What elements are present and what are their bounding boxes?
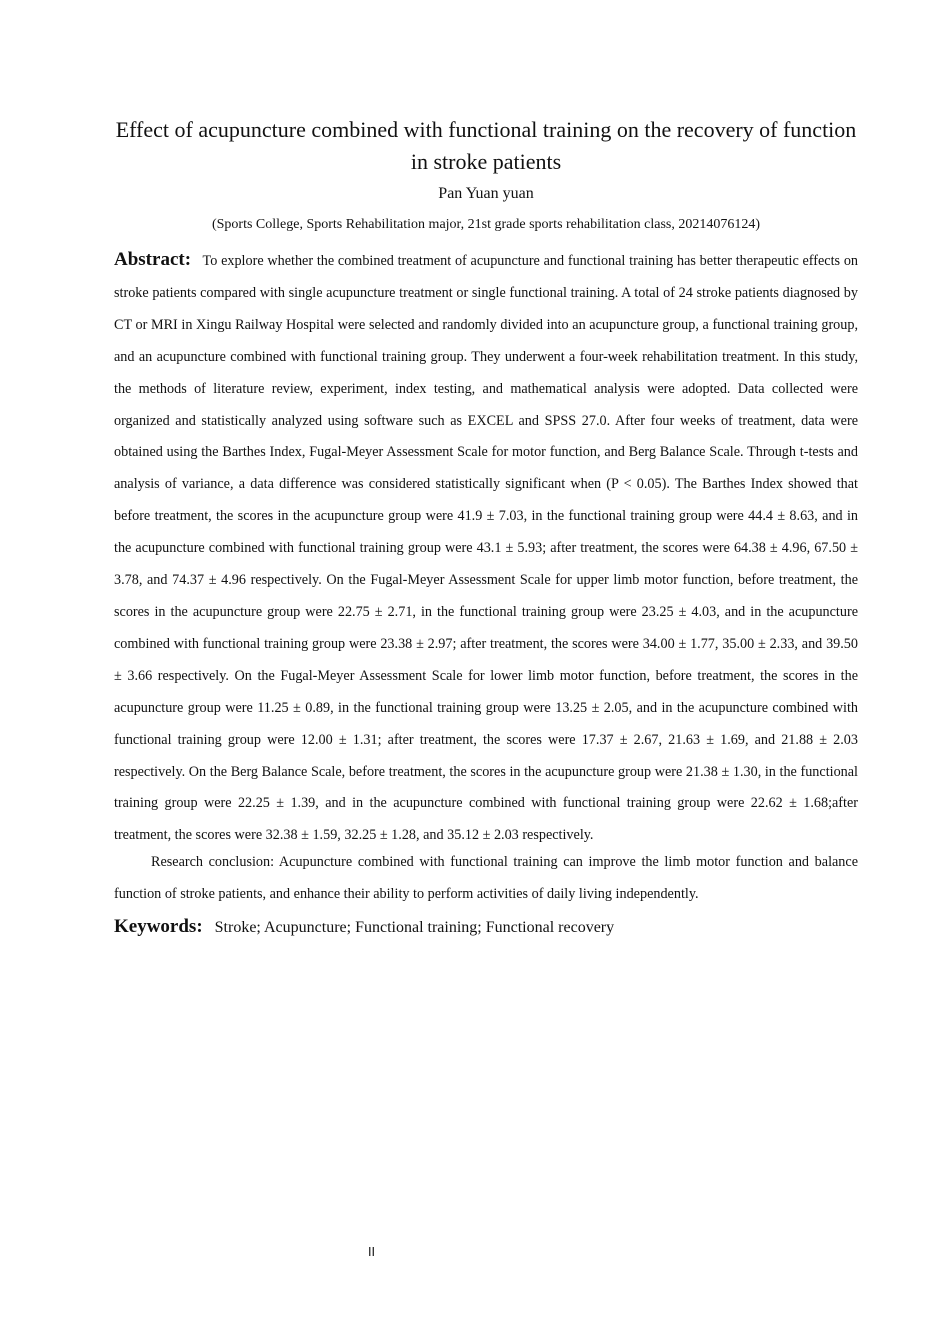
abstract-label: Abstract: [114, 249, 192, 270]
author-affiliation: (Sports College, Sports Rehabilitation major, 21st grade sports rehabilitation class, 20214076124) [211, 217, 761, 232]
keywords-text: Stroke; Acupuncture; Functional training; Functional recovery [214, 919, 615, 936]
author-name: Pan Yuan yuan [438, 185, 534, 202]
keywords-line [114, 913, 858, 942]
page-number: II [368, 1245, 376, 1259]
abstract-text: To explore whether the combined treatment of acupuncture and functional training has better therapeutic effects on stroke patients compared with single acupuncture treatment or single functional training. A total of 24 stroke patients diagnosed by CT or MRI in Xingu Railway Hospital were selected and randomly divided into an acupuncture group, a functional training group, and an acupuncture combined with functional training group. They underwent a four-week rehabilitation treatment. In this study, the methods of literature review, experiment, index testing, and mathematical analysis were adopted. Data collected were organized and statistically analyzed using software such as EXCEL and SPSS 27.0. After four weeks of treatment, data were obtained using the Barthes Index, Fugal-Meyer Assessment Scale for motor function, and Berg Balance Scale. Through t-tests and analysis of variance, a data difference was considered statistically significant when (P < 0.05). The Barthes Index showed that before treatment, the scores in the acupuncture group were 41.9 ± 7.03, in the functional training group were 44.4 ± 8.63, and in the acupuncture combined with functional training group were 43.1 ± 5.93; after treatment, the scores were 64.38 ± 4.96, 67.50 ± 3.78, and 74.37 ± 4.96 respectively. On the Fugal-Meyer Assessment Scale for upper limb motor function, before treatment, the scores in the acupuncture group were 22.75 ± 2.71, in the functional training group were 23.25 ± 4.03, and in the acupuncture combined with functional training group were 23.38 ± 2.97; after treatment, the scores were 34.00 ± 1.77, 35.00 ± 2.33, and 39.50 ± 3.66 respectively. On the Fugal-Meyer Assessment Scale for lower limb motor function, before treatment, the scores in the acupuncture group were 11.25 ± 0.89, in the functional training group were 13.25 ± 2.05, and in the acupuncture combined with functional training group were 12.00 ± 1.31; after treatment, the scores were 17.37 ± 2.67, 21.63 ± 1.69, and 21.88 ± 2.03 respectively. On the Berg Balance Scale, before treatment, the scores in the acupuncture group were 21.38 ± 1.30, in the functional training group were 22.25 ± 1.39, and in the acupuncture combined with functional training group were 22.62 ± 1.68;after treatment, the scores were 32.38 ± 1.59, 32.25 ± 1.28, and 35.12 ± 2.03 respectively. [114, 253, 859, 844]
keywords-label: Keywords: [114, 916, 203, 937]
paper-title: Effect of acupuncture combined with functional training on the recovery of function in stroke patients [115, 117, 857, 174]
conclusion-paragraph: Research conclusion: Acupuncture combined with functional training can improve the limb motor function and balance function of stroke patients, and enhance their ability to perform activities of daily living independently. [114, 854, 858, 902]
abstract-paragraph [114, 244, 858, 852]
